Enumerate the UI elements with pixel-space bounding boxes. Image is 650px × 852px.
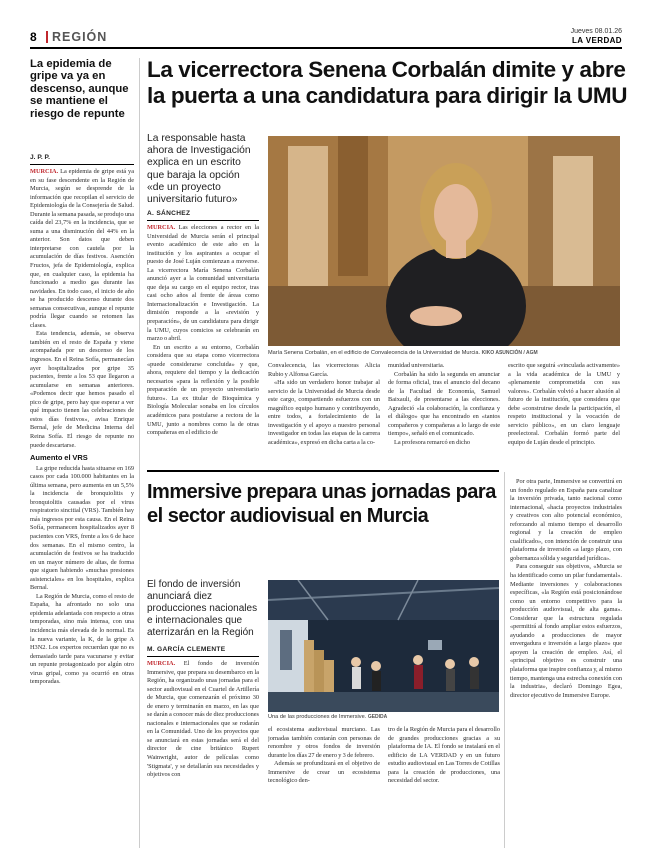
story2-col4-text-a: Por otra parte, Immersive se convertirá en un fondo regulado en España para canalizar la inversión privada, tanto nacional como internacional, «hacia proyectos industriales y creativos con alto potencial económico, reforzando al mismo tiempo el desarrollo regional y la creación de empleo cualificado», con intención de construir una plataforma de inversión «a largo plazo, con gobernanza sólida y seguridad jurídica». [510,478,622,562]
newspaper-name: LA VERDAD [572,36,622,45]
story1-byline-rule [147,220,259,221]
story2-photo-caption: Una de las producciones de Immersive. [268,714,367,720]
film-set-illustration [268,580,499,712]
story1-column-2 [268,362,380,466]
portrait-illustration [268,136,620,346]
sidebar-paragraph-4: La Región de Murcia, como el resto de España, ha afrontado no solo una epidemia adelantada con respecto a otras temporadas, sino más intensa, con una incidencia más elevada de lo normal. Es la nueva variante, la K, de la gripe A H3N2. Los expertos recuerdan que no es demasiado tarde para vacunarse y evitar un repunte protagonizado por algún otro virus gripal, como ya ocurrió en otras temporadas. [30,592,134,686]
story2-column-4 [510,478,622,846]
story1-col3-text-c: La profesora remarcó en dicho [394,438,471,446]
story1-dek: La responsable hasta ahora de Investigación explica en un escrito que baraja la opción «de un proyecto universitario futuro» [147,133,251,206]
story1-column-3 [388,362,500,466]
story1-city: MURCIA. [147,224,176,231]
sidebar-subhead: Aumento el VRS [30,453,88,463]
story2-byline-rule [147,656,259,657]
story2-paragraph-1: El fondo de inversión Immersive, que prepara su desembarco en la Región, ha organizado unas jornadas para el sector audiovisual en el Cuartel de Artillería de Murcia, que comenzarán el próximo 30 de enero y terminarán en marzo, en las que se darán a conocer más de diez producciones nacionales e internacionales que se rodarán en la Comunidad. Uno de los proyectos que se anunciará en estas jornadas será el del director de cine británico Rupert Wainwright, autor de películas como 'Stigmata', y se detallarán sus necesidades y objetivos con [147,660,259,779]
section-marker [46,31,48,43]
header-rule [30,47,622,49]
page-number: 8 [30,30,37,44]
story1-column-4 [508,362,620,466]
story1-photo-caption-block [268,350,620,356]
sidebar-city: MURCIA. [30,168,59,175]
sidebar-byline-rule [30,164,134,165]
sidebar-article [30,58,134,848]
story2-city: MURCIA. [147,660,176,667]
story2-byline: M. GARCÍA CLEMENTE [147,646,226,653]
issue-date: Jueves 08.01.26 [570,28,622,35]
story2-col2-text-a: el ecosistema audiovisual murciano. Las jornadas también contarán con personas de renombre y otros fondos de inversión durante los días 27 de enero y 3 de febrero. [268,726,380,759]
sidebar-headline: La epidemia de gripe va ya en descenso, aunque se mantiene el riesgo de repunte [30,58,129,120]
story2-column-1 [147,660,259,846]
story2-dek: El fondo de inversión anunciará diez producciones nacionales e internacionales que aterrizarán en la Región [147,579,258,638]
story1-photo [268,136,620,346]
story2-photo [268,580,499,712]
story1-headline: La vicerrectora Senena Corbalán dimite y abre la puerta a una candidatura para dirigir la UMU [147,57,628,108]
story1-byline: A. SÁNCHEZ [147,210,191,217]
story2-column-3 [388,726,500,846]
story1-photo-credit: KIKO ASUNCIÓN / AGM [481,350,538,356]
story2-column-2 [268,726,380,846]
story-separator [147,470,499,472]
sidebar-paragraph-2: Esta tendencia, además, se observa también en el resto de España y viene acompañada por un descenso de los ingresos. En el Reina Sofía, permanecían ayer hospitalizados por gripe 35 pacientes, frente a los 53 que llegaron a acumularse en semanas anteriores. «Podemos decir que hemos pasado el pico de gripe, pero hay que esperar a ver qué impacto tienen las celebraciones de estos días festivos», avisa Enrique Bernal, jefe de Medicina Interna del Reina Sofía. El riesgo de repunte no puede descartarse. [30,330,134,449]
sidebar-divider [139,58,140,848]
story2-photo-caption-block [268,714,499,720]
sidebar-paragraph-1: La epidemia de gripe está ya en su fase descendente en la Región de Murcia, según se desprende de la información que recopilan el servicio de Epidemiología de la Consejería de Salud. Durante la semana pasada, se produjo una caída del 23,7% en la incidencia, que se suma a una disminución del 44% en la anterior. Son datos que deben interpretarse con cautela por la acumulación de días festivos. Asención Fructos, jefa de Epidemiología, explica que, en cualquier caso, la epidemia ha funcionado a medio gas durante las navidades. En todo caso, el inicio de año se ha producido descenso durante dos semanas consecutivas, aunque el repunte podría llegar cuando se retomen las clases. [30,168,134,329]
story2-side-divider [504,472,505,848]
story1-col3-text-a: munidad universitaria. [388,362,445,369]
section-label: REGIÓN [52,30,108,44]
sidebar-paragraph-3: La gripe reducida hasta situarse en 169 casos por cada 100.000 habitantes en la última semana, pero aumenta en un 5,5% la incidencia de bronquiolitis y bronquiolitis causadas por el virus respiratorio sincitial (VRS). También hay más ingresos por esta causa. En el Reina Sofía, permanecen hospitalizados ayer 8 pacientes con VRS, frente a los 6 de hace dos semanas. En el mismo centro, la acumulación de festivos se ha traducido en un mayor número de altas, de forma que siguen habiendo «muchas presiones asistenciales» en los hospitales, explica Bernal. [30,464,134,592]
story1-col4-text: escrito que seguirá «vinculada activamente» a la vida académica de la UMU y «plenamente comprometida con sus valores». Corbalán volvió a hacer alusión al futuro de la institución, que considera que debe «construirse desde la participación, el respeto institucional y la vocación de servicio público», en un claro lenguaje preelectoral. Corbalán formó parte del equipo de Luján desde el principio. [508,362,620,446]
story2-headline: Immersive prepara unas jornadas para el sector audiovisual en Murcia [147,481,496,527]
story1-photo-caption: María Senena Corbalán, en el edificio de Convalecencia de la Universidad de Murcia. [268,350,481,356]
story2-col3-text: tro de la Región de Murcia para el desarrollo de grandes producciones gracias a su plataforma de IA. El fondo se instalará en el edificio de LA VERDAD y en un futuro estudio audiovisual en Las Torres de Cotillas para la creación de producciones, una necesidad del sector. [388,726,500,785]
sidebar-byline: J. P. P. [30,154,50,161]
story2-col2-text-b: Además se profundizará en el objetivo de Immersive de crear un ecosistema tecnológico den- [268,760,380,785]
sidebar-body [30,168,134,842]
story2-photo-credit: GEDIDA [367,714,388,720]
story1-col2-text-a: Convalecencia, las vicerrectoras Alicia Rubio y Alfonsa García. [268,362,380,378]
story1-column-1 [147,224,259,464]
story1-paragraph-2: En un escrito a su entorno, Corbalán considera que su etapa como vicerrectora «puede considerarse concluida» y que, ahora, requiere del tiempo y la dedicación necesarios «para la reflexión y la posible preparación de un proyecto universitario futuro». La ex titular de Bioquímica y Biología Molecular sonaba en los círculos académicos para postularse a rectora de la UMU, junto a nombres como la de otras compañeras en el edificio de [147,343,259,437]
story1-col3-text-b: Corbalán ha sido la segunda en anunciar de forma oficial, tras el anuncio del decano de la Facultad de Economía, Samuel Baixauli, de presentarse a las elecciones. Agradeció «la colaboración, la confianza y el diálogo» que ha encontrado en «tantos compañeros y compañeras a lo largo de este tiempo», señaló en el comunicado. [388,370,500,438]
story1-col2-text-b: «Ha sido un verdadero honor trabajar al servicio de la Universidad de Murcia desde este cargo, compartiendo esfuerzos con un magnífico equipo humano y contribuyendo, entre todos, a fortalecimiento de la investigación y el apoyo a nuestro personal investigador en todas las etapas de la carrera académica», expresó en dicha carta a la co- [268,379,380,446]
story1-paragraph-1: Las elecciones a rector en la Universidad de Murcia serán el principal evento académico de este año en la institución y los aspirantes a ocupar el puesto de José Luján comienzan a moverse. La vicerrectora María Senena Corbalán anunció ayer a la comunidad universitaria que deja su cargo en el equipo rector, tras casi ocho años al frente de áreas como Internacionalización e Investigación. La dimisión responde a la «revisión y preparación», de un candidatura para dirigir la UMU, cuyos comicios se celebrarán en marzo o abril. [147,224,259,343]
story2-col4-text-b: Para conseguir sus objetivos, «Murcia se ha identificado como un pilar fundamental». Mediante inversiones y colaboraciones específicas, «la Región está posicionándose como un entorno competitivo para la producción audiovisual, de alta gama». Considerar que la estructura regulada «permitirá al fondo ampliar estos esfuerzos, ayudando a producciones de mayor envergadura e inversión a largo plazo» que apoyen la creación de empleo. Así, el «principal objetivo es construir una plataforma que inspire confianza y, al mismo tiempo, mantenga una estrecha conexión con la industria», declaró Domingo Egea, director ejecutivo de Immersive Europe. [510,563,622,699]
